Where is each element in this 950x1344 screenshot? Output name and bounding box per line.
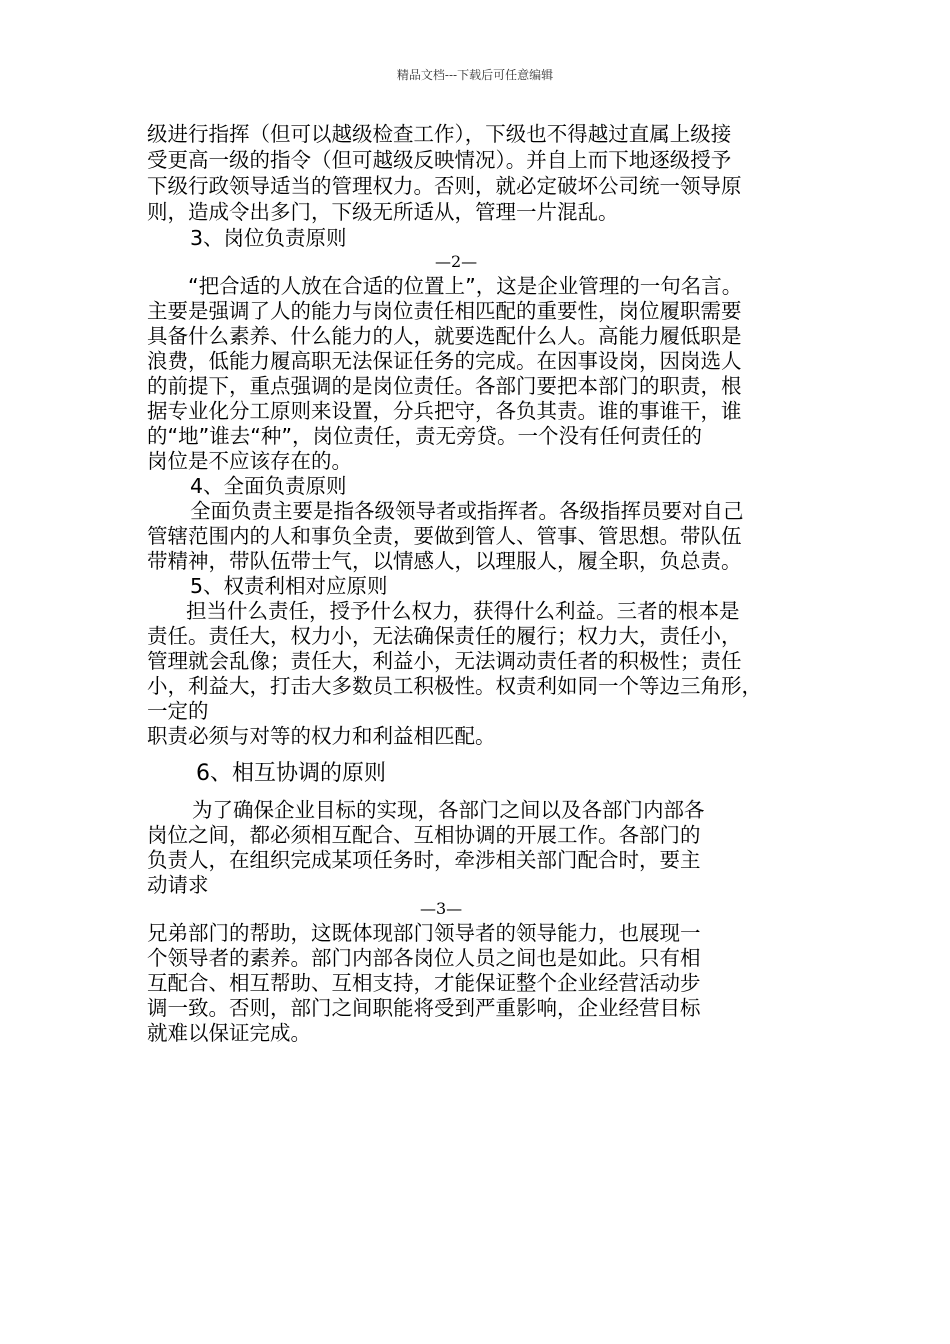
text-line: 管辖范围内的人和事负全责，要做到管人、管事、管思想。带队伍 <box>147 524 742 548</box>
page-header: 精品文档---下载后可任意编辑 <box>396 68 554 82</box>
text-line: 互配合、相互帮助、互相支持，才能保证整个企业经营活动步 <box>147 971 701 995</box>
text-line: 岗位是不应该存在的。 <box>147 449 352 473</box>
section-heading-6: 6、相互协调的原则 <box>196 761 386 786</box>
text-line: 调一致。否则，部门之间职能将受到严重影响，企业经营目标 <box>147 996 701 1020</box>
text-line: 全面负责主要是指各级领导者或指挥者。各级指挥员要对自己 <box>190 499 744 523</box>
text-line: 的“地”谁去“种”，岗位责任，责无旁贷。一个没有任何责任的 <box>147 424 702 448</box>
text-line: 小，利益大，打击大多数员工积极性。权责利如同一个等边三角形， <box>147 674 762 698</box>
text-line: 兄弟部门的帮助，这既体现部门领导者的领导能力，也展现一 <box>147 921 701 945</box>
text-line: 下级行政领导适当的管理权力。否则，就必定破坏公司统一领导原 <box>147 174 742 198</box>
text-line: 个领导者的素养。部门内部各岗位人员之间也是如此。只有相 <box>147 946 701 970</box>
text-line: 岗位之间，都必须相互配合、互相协调的开展工作。各部门的 <box>147 823 701 847</box>
text-line: 动请求 <box>147 873 209 897</box>
section-heading-5: 5、权责利相对应原则 <box>190 574 388 598</box>
text-line: 级进行指挥（但可以越级检查工作），下级也不得越过直属上级接 <box>147 122 732 146</box>
text-line: 管理就会乱像；责任大，利益小，无法调动责任者的积极性；责任 <box>147 649 742 673</box>
text-line: “把合适的人放在合适的位置上”，这是企业管理的一句名言。 <box>188 274 743 298</box>
text-line: 主要是强调了人的能力与岗位责任相匹配的重要性，岗位履职需要 <box>147 299 742 323</box>
text-line: 责任。责任大，权力小，无法确保责任的履行；权力大，责任小， <box>147 624 742 648</box>
page-marker-3: —3— <box>420 899 463 918</box>
section-heading-4: 4、全面负责原则 <box>190 474 347 498</box>
text-line: 就难以保证完成。 <box>147 1021 311 1045</box>
text-line: 负责人，在组织完成某项任务时，牵涉相关部门配合时，要主 <box>147 848 701 872</box>
text-line: 据专业化分工原则来设置，分兵把守，各负其责。谁的事谁干，谁 <box>147 399 742 423</box>
text-line: 则，造成令出多门，下级无所适从，管理一片混乱。 <box>147 200 619 224</box>
text-line: 担当什么责任，授予什么权力，获得什么利益。三者的根本是 <box>186 599 740 623</box>
text-line: 为了确保企业目标的实现，各部门之间以及各部门内部各 <box>192 798 705 822</box>
section-heading-3: 3、岗位负责原则 <box>190 226 347 250</box>
text-line: 一定的 <box>147 699 209 723</box>
text-line: 带精神，带队伍带士气，以情感人，以理服人，履全职，负总责。 <box>147 549 742 573</box>
text-line: 受更高一级的指令（但可越级反映情况）。并自上而下地逐级授予 <box>147 148 732 172</box>
page-marker-2: —2— <box>435 252 478 271</box>
text-line: 浪费，低能力履高职无法保证任务的完成。在因事设岗，因岗选人 <box>147 349 742 373</box>
text-line: 具备什么素养、什么能力的人，就要选配什么人。高能力履低职是 <box>147 324 742 348</box>
text-line: 的前提下，重点强调的是岗位责任。各部门要把本部门的职责，根 <box>147 374 742 398</box>
text-line: 职责必须与对等的权力和利益相匹配。 <box>147 724 496 748</box>
